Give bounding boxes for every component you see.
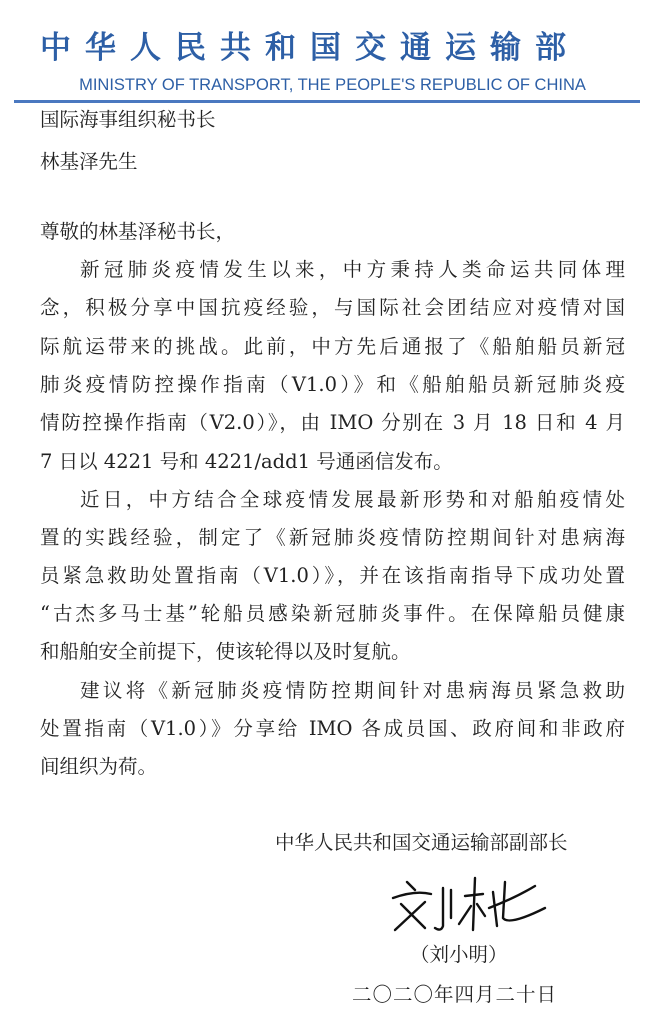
text-line: 情防控操作指南（V2.0）》，由 IMO 分别在 3 月 18 日和 4 月 [40, 411, 625, 434]
letter-date: 二〇二〇年四月二十日 [352, 983, 558, 1006]
text-line: 际航运带来的挑战。此前，中方先后通报了《船舶船员新冠 [40, 335, 625, 358]
recipient-org: 国际海事组织秘书长 [40, 108, 216, 131]
text-line: 间组织为荷。 [40, 755, 158, 778]
letterhead-title-en: MINISTRY OF TRANSPORT, THE PEOPLE'S REPUBLIC OF CHINA [79, 76, 586, 94]
salutation: 尊敬的林基泽秘书长， [40, 220, 236, 243]
recipient-name: 林基泽先生 [40, 150, 138, 173]
letterhead-title-cn: 中华人民共和国交通运输部 [40, 30, 580, 66]
text-line: 肺炎疫情防控操作指南（V1.0）》和《船舶船员新冠肺炎疫 [40, 373, 625, 396]
signer-name: （刘小明） [410, 943, 508, 966]
text-line: 7 日以 4221 号和 4221/add1 号通函信发布。 [40, 450, 453, 473]
text-line: 和船舶安全前提下，使该轮得以及时复航。 [40, 640, 411, 663]
text-line: “古杰多马士基”轮船员感染新冠肺炎事件。在保障船员健康 [40, 602, 625, 625]
text-line: 置的实践经验，制定了《新冠肺炎疫情防控期间针对患病海 [40, 526, 625, 549]
handwritten-signature [385, 868, 560, 938]
text-line: 近日，中方结合全球疫情发展最新形势和对船舶疫情处 [80, 488, 625, 511]
signer-title: 中华人民共和国交通运输部副部长 [275, 831, 568, 854]
text-line: 新冠肺炎疫情发生以来，中方秉持人类命运共同体理 [80, 258, 625, 281]
letterhead-divider [14, 100, 640, 103]
text-line: 念，积极分享中国抗疫经验，与国际社会团结应对疫情对国 [40, 296, 625, 319]
text-line: 员紧急救助处置指南（V1.0）》，并在该指南指导下成功处置 [40, 564, 625, 587]
text-line: 建议将《新冠肺炎疫情防控期间针对患病海员紧急救助 [80, 679, 625, 702]
text-line: 处置指南（V1.0）》分享给 IMO 各成员国、政府间和非政府 [40, 717, 625, 740]
